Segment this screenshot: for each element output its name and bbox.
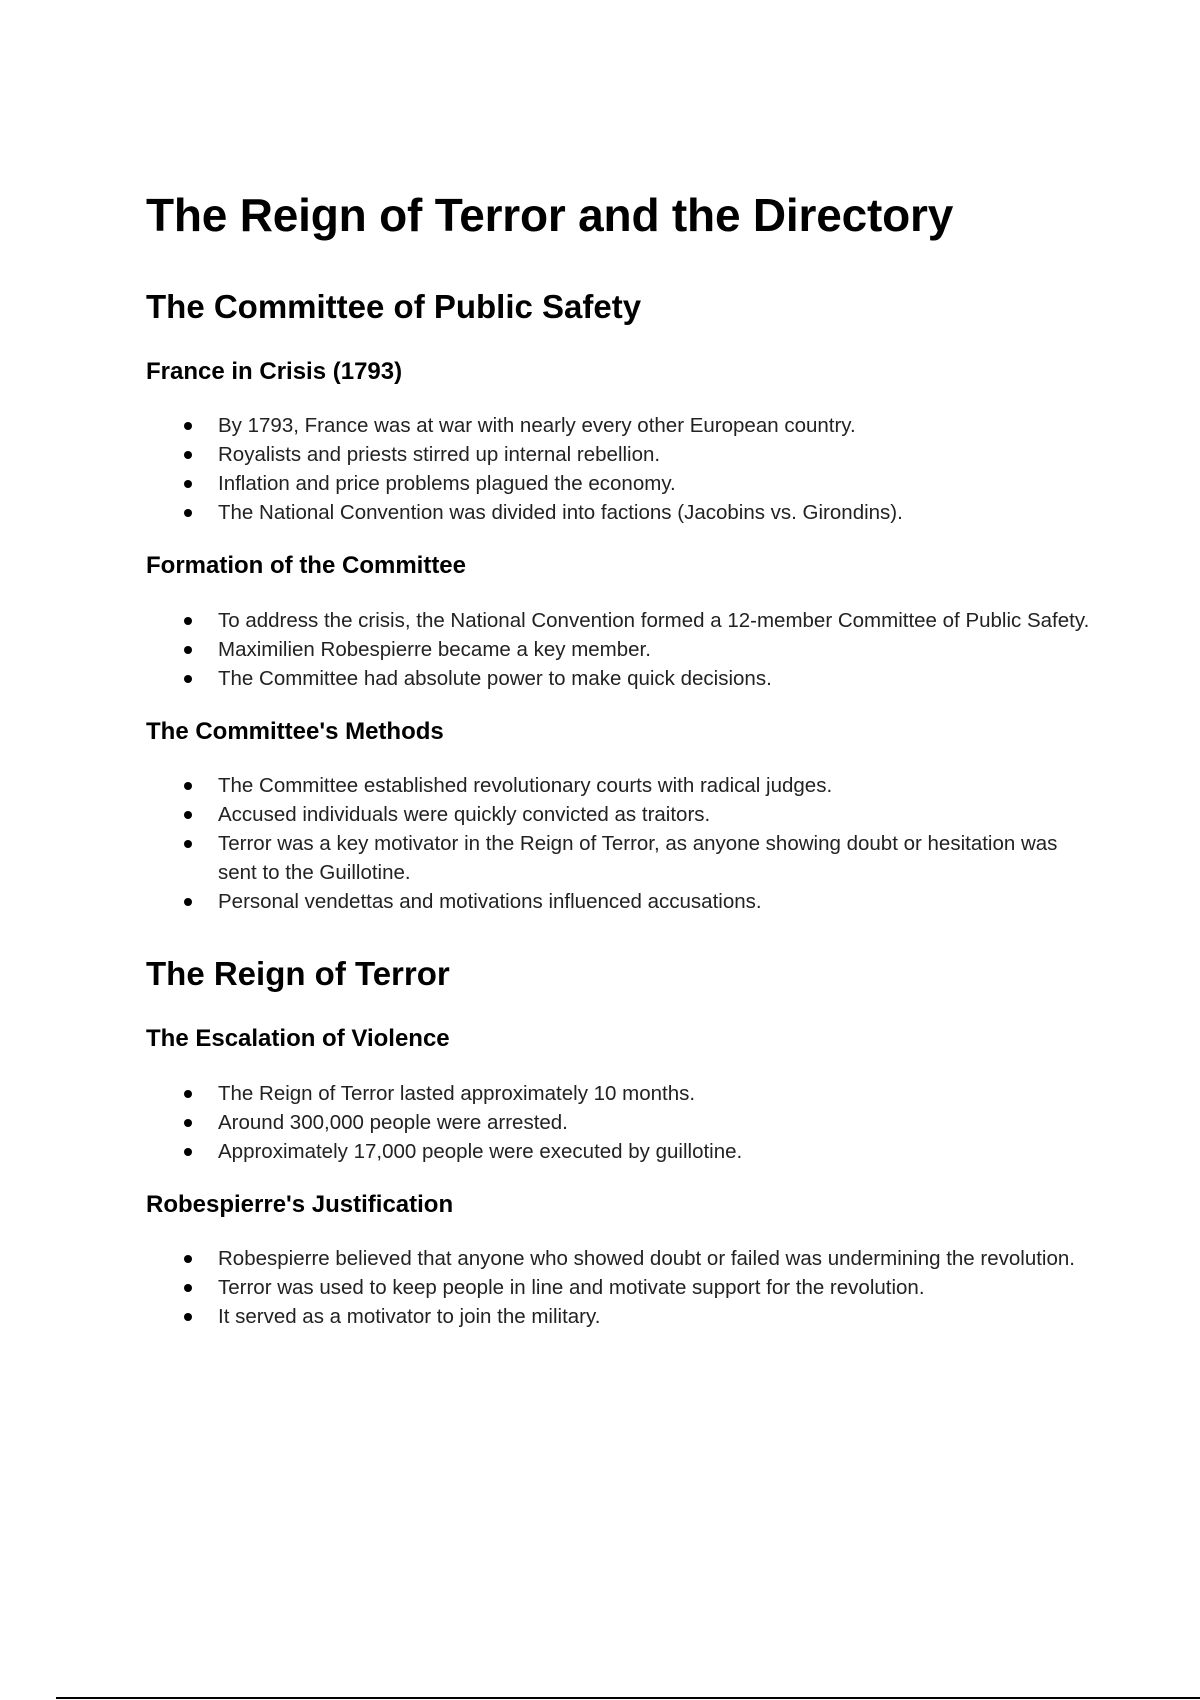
bullet-list <box>146 771 1106 916</box>
bullet-icon <box>184 646 192 654</box>
list-item <box>146 829 1098 887</box>
list-item-text: Robespierre believed that anyone who showed doubt or failed was undermining the revolution. <box>218 1247 1075 1271</box>
list-item-text: To address the crisis, the National Convention formed a 12-member Committee of Public Safety. <box>218 608 1090 632</box>
list-item-text: Approximately 17,000 people were executed by guillotine. <box>218 1139 743 1163</box>
bullet-icon <box>184 1255 192 1263</box>
bullet-icon <box>184 898 192 906</box>
list-item <box>146 498 1098 527</box>
list-item <box>146 887 1098 916</box>
subsection-heading: The Escalation of Violence <box>146 1025 450 1053</box>
section-heading: The Committee of Public Safety <box>146 287 642 325</box>
document-title: The Reign of Terror and the Directory <box>146 189 954 241</box>
bullet-list <box>146 1244 1106 1331</box>
list-item-text: The National Convention was divided into factions (Jacobins vs. Girondins). <box>218 501 903 525</box>
bullet-icon <box>184 811 192 819</box>
list-item-text: Around 300,000 people were arrested. <box>218 1110 568 1134</box>
list-item-text: Personal vendettas and motivations influenced accusations. <box>218 890 762 914</box>
list-item-text: Terror was a key motivator in the Reign of Terror, as anyone showing doubt or hesitation was sent to the Guillotine. <box>218 832 1058 885</box>
list-item-text: Accused individuals were quickly convicted as traitors. <box>218 803 711 827</box>
list-item <box>146 440 1098 469</box>
bullet-icon <box>184 617 192 625</box>
list-item <box>146 1079 1098 1108</box>
list-item <box>146 1302 1098 1331</box>
section-spacer <box>146 942 1106 956</box>
subsection-heading: Formation of the Committee <box>146 552 467 580</box>
bullet-list <box>146 606 1106 693</box>
bullet-list <box>146 411 1106 527</box>
bullet-icon <box>184 782 192 790</box>
list-item-text: The Committee had absolute power to make quick decisions. <box>218 666 772 690</box>
bullet-icon <box>184 422 192 430</box>
bullet-icon <box>184 451 192 459</box>
footer-divider <box>56 1697 1200 1699</box>
list-item <box>146 411 1098 440</box>
subsection-heading: The Committee's Methods <box>146 717 444 745</box>
subsection-heading: France in Crisis (1793) <box>146 357 403 385</box>
list-item-text: The Reign of Terror lasted approximately 10 months. <box>218 1081 696 1105</box>
list-item <box>146 635 1098 664</box>
bullet-icon <box>184 840 192 848</box>
bullet-icon <box>184 480 192 488</box>
bullet-icon <box>184 1090 192 1098</box>
list-item-text: By 1793, France was at war with nearly every other European country. <box>218 414 856 438</box>
bullet-icon <box>184 1148 192 1156</box>
list-item-text: Maximilien Robespierre became a key member. <box>218 637 651 661</box>
bullet-icon <box>184 675 192 683</box>
list-item-text: It served as a motivator to join the military. <box>218 1305 601 1329</box>
list-item <box>146 771 1098 800</box>
list-item <box>146 1137 1098 1166</box>
list-item-text: The Committee established revolutionary courts with radical judges. <box>218 774 833 798</box>
list-item <box>146 1273 1098 1302</box>
list-item <box>146 664 1098 693</box>
document-page <box>146 190 1106 1357</box>
bullet-icon <box>184 509 192 517</box>
subsection-heading: Robespierre's Justification <box>146 1190 454 1218</box>
list-item-text: Royalists and priests stirred up internal rebellion. <box>218 443 661 467</box>
list-item <box>146 1244 1098 1273</box>
list-item <box>146 1108 1098 1137</box>
list-item-text: Terror was used to keep people in line and motivate support for the revolution. <box>218 1276 925 1300</box>
bullet-icon <box>184 1119 192 1127</box>
list-item <box>146 469 1098 498</box>
list-item <box>146 606 1098 635</box>
list-item-text: Inflation and price problems plagued the economy. <box>218 472 676 496</box>
bullet-icon <box>184 1313 192 1321</box>
list-item <box>146 800 1098 829</box>
bullet-icon <box>184 1284 192 1292</box>
bullet-list <box>146 1079 1106 1166</box>
section-heading: The Reign of Terror <box>146 955 450 993</box>
